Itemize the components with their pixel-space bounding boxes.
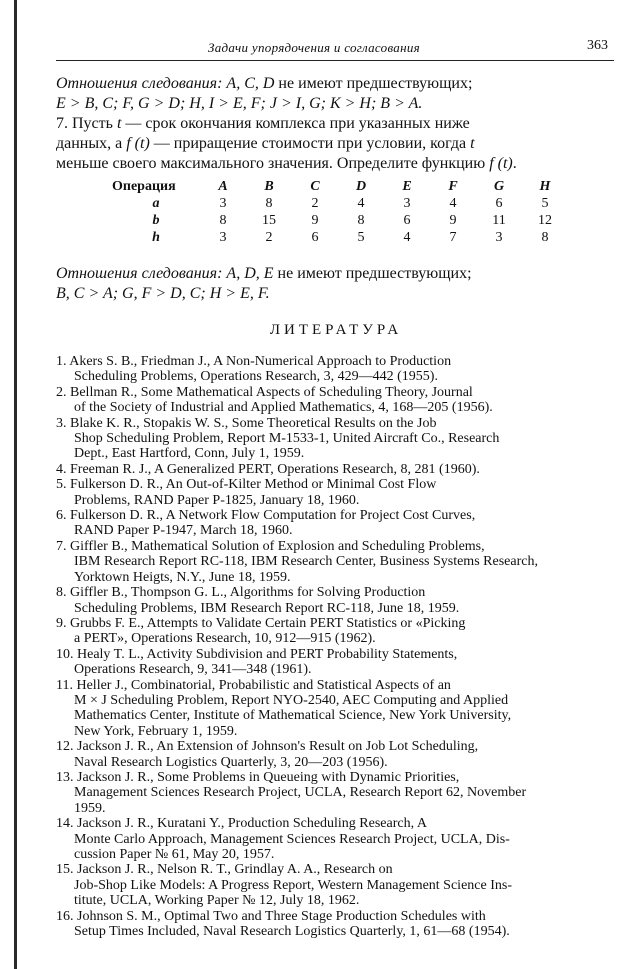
table-cell: 8 bbox=[265, 195, 273, 211]
reference-item bbox=[56, 616, 616, 647]
operations-table bbox=[112, 178, 568, 246]
column-header: D bbox=[355, 178, 367, 194]
problem-7-line-2: данных, а f (t) — приращение стоимости при условии, когда t bbox=[56, 135, 475, 152]
reference-line: 7. Giffler B., Mathematical Solution of Explosion and Scheduling Problems, bbox=[56, 538, 485, 554]
page-spine-edge bbox=[14, 0, 17, 969]
reference-item bbox=[56, 477, 616, 508]
table-cell: 3 bbox=[403, 195, 411, 211]
reference-line: Naval Research Logistics Quarterly, 3, 20—203 (1956). bbox=[74, 754, 388, 770]
table-cell: 11 bbox=[492, 212, 506, 228]
reference-line: 15. Jackson J. R., Nelson R. T., Grindlay A. A., Research on bbox=[56, 862, 393, 878]
table-row bbox=[112, 229, 568, 246]
precedence-relations-line-3: Отношения следования: A, D, E не имеют предшествующих; bbox=[56, 265, 472, 282]
table-cell: 3 bbox=[219, 229, 227, 245]
reference-line: 16. Johnson S. M., Optimal Two and Three Stage Production Schedules with bbox=[56, 908, 486, 924]
table-cell: 3 bbox=[219, 195, 227, 211]
reference-line: Scheduling Problems, IBM Research Report RC-118, June 18, 1959. bbox=[74, 600, 460, 616]
reference-line: 8. Giffler B., Thompson G. L., Algorithms for Solving Production bbox=[56, 585, 426, 601]
reference-line: Management Sciences Research Project, UCLA, Research Report 62, November bbox=[74, 785, 527, 801]
table-cell: 5 bbox=[541, 195, 549, 211]
running-header bbox=[56, 38, 616, 58]
reference-item bbox=[56, 585, 616, 616]
table-cell: 8 bbox=[541, 229, 549, 245]
reference-line: titute, UCLA, Working Paper № 12, July 18, 1962. bbox=[74, 893, 360, 909]
reference-line: cussion Paper № 61, May 20, 1957. bbox=[74, 847, 275, 862]
table-cell: 4 bbox=[449, 195, 457, 211]
table-cell: 2 bbox=[265, 229, 273, 245]
table-cell: 4 bbox=[403, 229, 411, 245]
column-header: F bbox=[448, 178, 458, 194]
reference-line: 4. Freeman R. J., A Generalized PERT, Operations Research, 8, 281 (1960). bbox=[56, 461, 480, 477]
column-header: A bbox=[218, 178, 228, 194]
column-header: E bbox=[402, 178, 412, 194]
reference-line: 5. Fulkerson D. R., An Out-of-Kilter Method or Minimal Cost Flow bbox=[56, 477, 437, 493]
problem-7-line-3: меньше своего максимального значения. Определите функцию f (t). bbox=[56, 155, 517, 172]
reference-line: Scheduling Problems, Operations Research, 3, 429—442 (1955). bbox=[74, 369, 438, 385]
reference-line: Monte Carlo Approach, Management Sciences Research Project, UCLA, Dis- bbox=[74, 831, 510, 847]
literature-heading: ЛИТЕРАТУРА bbox=[269, 322, 403, 338]
reference-item bbox=[56, 816, 616, 862]
running-header-title: Задачи упорядочения и согласования bbox=[208, 40, 421, 55]
reference-list bbox=[56, 354, 616, 939]
reference-item bbox=[56, 678, 616, 740]
column-header: B bbox=[264, 178, 274, 194]
table-cell: 15 bbox=[262, 212, 276, 228]
table-cell: 5 bbox=[357, 229, 365, 245]
table-cell: 6 bbox=[403, 212, 411, 228]
reference-line: of the Society of Industrial and Applied Mathematics, 4, 168—205 (1956). bbox=[74, 400, 493, 416]
reference-item bbox=[56, 354, 616, 385]
table-row bbox=[112, 212, 568, 229]
reference-line: Problems, RAND Paper P-1825, January 18, 1960. bbox=[74, 492, 360, 508]
reference-item bbox=[56, 462, 616, 477]
reference-line: IBM Research Report RC-118, IBM Research Center, Business Systems Research, bbox=[74, 554, 538, 570]
table-cell: 9 bbox=[311, 212, 319, 228]
table-cell: 7 bbox=[449, 229, 457, 245]
reference-line: 11. Heller J., Combinatorial, Probabilistic and Statistical Aspects of an bbox=[56, 677, 451, 693]
reference-line: Job-Shop Like Models: A Progress Report, Western Management Science Ins- bbox=[74, 877, 512, 893]
reference-line: M × J Scheduling Problem, Report NYO-2540, AEC Computing and Applied bbox=[74, 692, 509, 708]
reference-line: Operations Research, 9, 341—348 (1961). bbox=[74, 662, 312, 678]
reference-line: 14. Jackson J. R., Kuratani Y., Production Scheduling Research, A bbox=[56, 816, 427, 832]
table-cell: 6 bbox=[311, 229, 319, 245]
reference-line: 2. Bellman R., Some Mathematical Aspects of Scheduling Theory, Journal bbox=[56, 384, 473, 400]
reference-item bbox=[56, 385, 616, 416]
reference-line: 9. Grubbs F. E., Attempts to Validate Certain PERT Statistics or «Picking bbox=[56, 615, 466, 631]
table-cell: 8 bbox=[357, 212, 365, 228]
table-cell: 3 bbox=[495, 229, 503, 245]
reference-line: 13. Jackson J. R., Some Problems in Queueing with Dynamic Priorities, bbox=[56, 769, 460, 785]
table-cell: 8 bbox=[219, 212, 227, 228]
reference-item bbox=[56, 539, 616, 585]
reference-line: Dept., East Hartford, Conn, July 1, 1959. bbox=[74, 446, 305, 462]
row-label: a bbox=[152, 195, 160, 211]
reference-line: Yorktown Heigts, N.Y., June 18, 1959. bbox=[74, 569, 291, 585]
reference-line: Setup Times Included, Naval Research Logistics Quarterly, 1, 61—68 (1954). bbox=[74, 924, 510, 940]
table-cell: 6 bbox=[495, 195, 503, 211]
table-cell: 2 bbox=[311, 195, 319, 211]
reference-line: New York, February 1, 1959. bbox=[74, 723, 238, 739]
column-header: H bbox=[539, 178, 551, 194]
row-label: h bbox=[152, 229, 160, 245]
header-rule bbox=[56, 60, 614, 61]
operations-row-header-label: Операция bbox=[112, 178, 176, 194]
reference-item bbox=[56, 909, 616, 940]
precedence-relations-line-4: B, C > A; G, F > D, C; H > E, F. bbox=[56, 285, 270, 302]
problem-7-line-1: 7. Пусть t — срок окончания комплекса при указанных ниже bbox=[56, 115, 470, 132]
reference-line: 1. Akers S. B., Friedman J., A Non-Numerical Approach to Production bbox=[56, 354, 452, 369]
reference-item bbox=[56, 862, 616, 908]
table-cell: 4 bbox=[357, 195, 365, 211]
reference-item bbox=[56, 416, 616, 462]
reference-line: Mathematics Center, Institute of Mathematical Science, New York University, bbox=[74, 708, 512, 724]
table-row bbox=[112, 195, 568, 212]
reference-line: Shop Scheduling Problem, Report M-1533-1, United Aircraft Co., Research bbox=[74, 431, 500, 447]
reference-item bbox=[56, 508, 616, 539]
reference-line: a PERT», Operations Research, 10, 912—915 (1962). bbox=[74, 631, 376, 647]
reference-line: 12. Jackson J. R., An Extension of Johnson's Result on Job Lot Scheduling, bbox=[56, 739, 479, 755]
operations-table-header-row bbox=[112, 178, 568, 195]
precedence-relations-line-2: E > B, C; F, G > D; H, I > E, F; J > I, G; K > H; B > A. bbox=[56, 95, 423, 112]
column-header: C bbox=[310, 178, 320, 194]
reference-line: 3. Blake K. R., Stopakis W. S., Some Theoretical Results on the Job bbox=[56, 415, 437, 431]
reference-line: 6. Fulkerson D. R., A Network Flow Computation for Project Cost Curves, bbox=[56, 508, 476, 524]
reference-line: RAND Paper P-1947, March 18, 1960. bbox=[74, 523, 293, 539]
reference-item bbox=[56, 739, 616, 770]
reference-line: 1959. bbox=[74, 800, 106, 816]
table-cell: 9 bbox=[449, 212, 457, 228]
reference-item bbox=[56, 770, 616, 816]
precedence-relations-line-1: Отношения следования: A, C, D не имеют предшествующих; bbox=[56, 75, 473, 92]
column-header: G bbox=[493, 178, 505, 194]
reference-item bbox=[56, 647, 616, 678]
table-cell: 12 bbox=[538, 212, 552, 228]
reference-line: 10. Healy T. L., Activity Subdivision and PERT Probability Statements, bbox=[56, 646, 458, 662]
row-label: b bbox=[152, 212, 160, 228]
page-number: 363 bbox=[587, 38, 608, 53]
